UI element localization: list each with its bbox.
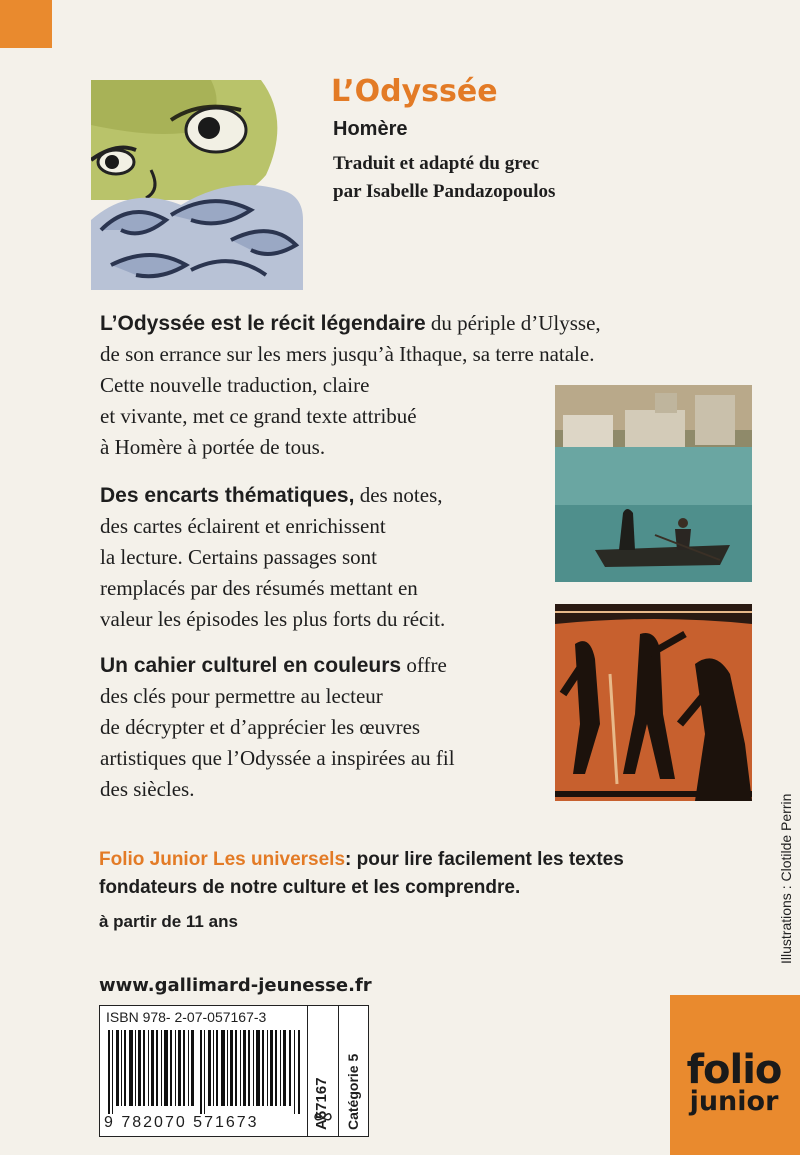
paragraph-text: du périple d’Ulysse, — [430, 311, 601, 335]
paragraph-text: de décrypter et d’apprécier les œuvres — [100, 715, 421, 739]
logo-line: folio — [686, 1047, 782, 1094]
paragraph-lead: L’Odyssée est le récit légendaire — [100, 312, 426, 335]
translator-credit — [333, 150, 555, 206]
paragraph-text: Cette nouvelle traduction, claire — [100, 373, 370, 397]
paragraph-text: valeur les épisodes les plus forts du récit. — [100, 607, 446, 631]
orange-corner-tab — [0, 0, 52, 48]
book-author: Homère — [333, 118, 408, 140]
paragraph-lead: Un cahier culturel en couleurs — [100, 654, 402, 677]
translator-line: par Isabelle Pandazopoulos — [333, 181, 556, 202]
paragraph-text: des clés pour permettre au lecteur — [100, 684, 383, 708]
series-tagline — [99, 846, 739, 902]
paragraph-lead: Des encarts thématiques, — [100, 484, 355, 507]
category-label: Catégorie 5 — [345, 1053, 361, 1130]
greek-vase-photo — [555, 604, 752, 801]
description-paragraph — [100, 480, 550, 635]
series-text: : pour lire facilement les textes — [345, 849, 624, 870]
paragraph-text: des notes, — [359, 483, 443, 507]
series-name: Folio Junior Les universels — [99, 849, 346, 870]
description-paragraph — [100, 650, 550, 805]
homer-portrait-illustration — [91, 80, 303, 290]
product-code-column — [307, 1006, 337, 1136]
paragraph-text: la lecture. Certains passages sont — [100, 545, 377, 569]
paragraph-text: offre — [406, 653, 447, 677]
paragraph-text: et vivante, met ce grand texte attribué — [100, 404, 417, 428]
folio-junior-logo — [682, 1047, 786, 1118]
paragraph-text: à Homère à portée de tous. — [100, 435, 326, 459]
barcode-icon — [108, 1030, 304, 1114]
paragraph-text: de son errance sur les mers jusqu’à Ithaque, sa terre natale. — [100, 342, 595, 366]
paragraph-text: artistiques que l’Odyssée a inspirées au fil — [100, 746, 455, 770]
isbn-number: ISBN 978- 2-07-057167-3 — [106, 1009, 267, 1025]
butterfly-icon — [313, 1108, 333, 1128]
product-code: A57167 — [313, 1077, 330, 1130]
series-text: fondateurs de notre culture et les comprendre. — [99, 877, 521, 898]
barcode-block — [99, 1005, 369, 1137]
illustration-credit: Illustrations : Clotilde Perrin — [778, 793, 794, 964]
paragraph-text: remplacés par des résumés mettant en — [100, 576, 418, 600]
publisher-website: www.gallimard-jeunesse.fr — [99, 975, 372, 996]
ean-number: 9 782070 571673 — [104, 1114, 259, 1131]
translator-line: Traduit et adapté du grec — [333, 153, 540, 174]
paragraph-text: des cartes éclairent et enrichissent — [100, 514, 386, 538]
logo-line: junior — [689, 1086, 779, 1118]
book-title: L’Odyssée — [331, 74, 498, 109]
lake-boat-photo — [555, 385, 752, 582]
paragraph-text: des siècles. — [100, 777, 195, 801]
category-column — [338, 1006, 368, 1136]
age-recommendation: à partir de 11 ans — [99, 912, 238, 931]
